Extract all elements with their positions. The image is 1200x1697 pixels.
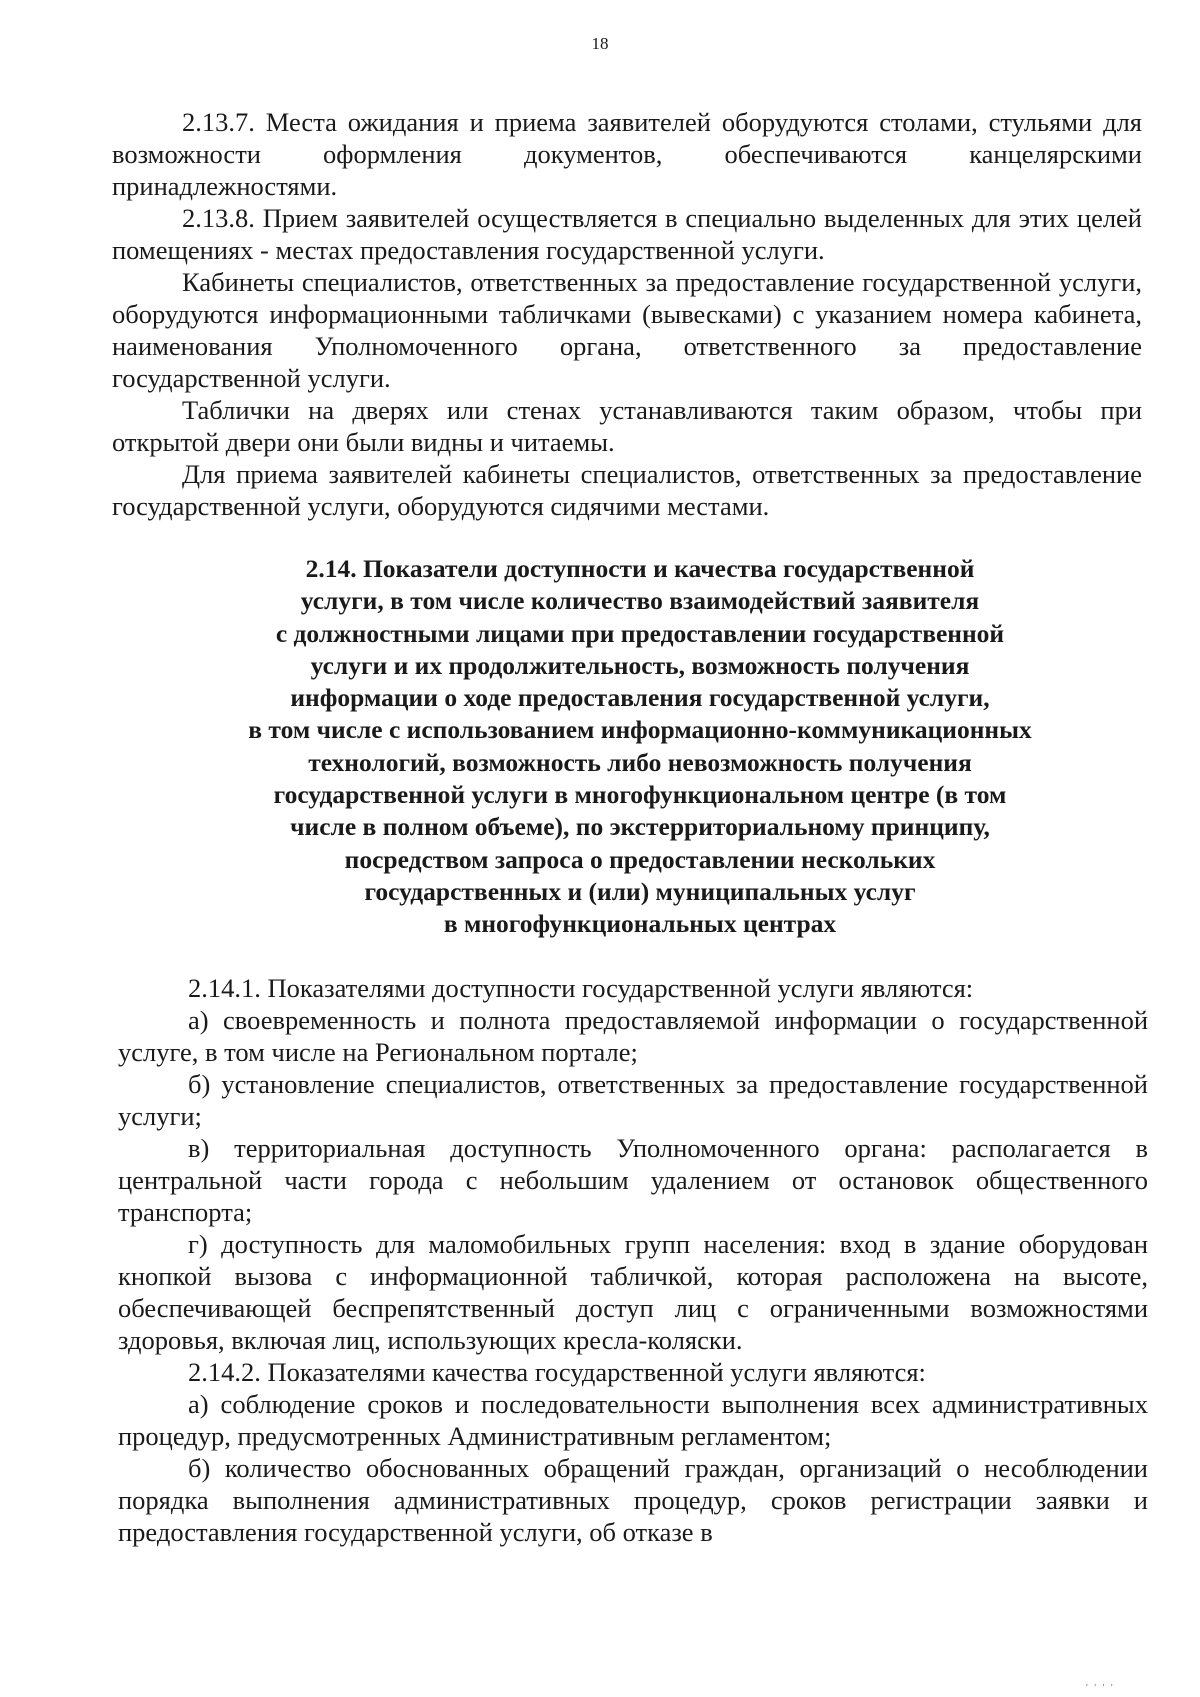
heading-line: технологий, возможность либо невозможность получения <box>308 747 972 777</box>
paragraph-cabinets: Кабинеты специалистов, ответственных за предоставление государственной услуги, оборудуются информационными табличками (вывесками) с указанием номера кабинета, наименования Уполномоченного органа, ответственного за предоставление государственной услуги. <box>112 267 1142 393</box>
heading-line: с должностными лицами при предоставлении государственной <box>275 618 1005 648</box>
list-item-b-complaints: б) количество обоснованных обращений граждан, организаций о несоблюдении порядка выполнения административных процедур, сроков регистрации заявки и предоставления государственной услуги, об отказе в <box>118 1453 1148 1547</box>
heading-line: услуги, в том числе количество взаимодействий заявителя <box>300 586 980 616</box>
list-item-b-specialists: б) установление специалистов, ответственных за предоставление государственной услуги; <box>118 1069 1148 1131</box>
heading-line: услуги и их продолжительность, возможность получения <box>310 650 970 680</box>
heading-line: числе в полном объеме), по экстерриториальному принципу, <box>290 812 990 842</box>
section-2-13-body <box>112 106 1142 522</box>
list-item-g-accessibility: г) доступность для маломобильных групп населения: вход в здание оборудован кнопкой вызова с информационной табличкой, которая расположена на высоте, обеспечивающей беспрепятственный доступ лиц с ограниченными возможностями здоровья, включая лиц, использующих кресла-коляски. <box>118 1229 1148 1355</box>
section-2-14-heading <box>160 553 1120 941</box>
list-item-a-timeliness: а) своевременность и полнота предоставляемой информации о государственной услуге, в том числе на Региональном портале; <box>118 1005 1148 1067</box>
heading-line: государственных и (или) муниципальных услуг <box>364 876 916 906</box>
heading-line: государственной услуги в многофункциональном центре (в том <box>273 780 1007 810</box>
list-item-a-deadlines: а) соблюдение сроков и последовательности выполнения всех административных процедур, предусмотренных Административным регламентом; <box>118 1389 1148 1451</box>
heading-line: в том числе с использованием информационно-коммуникационных <box>248 715 1032 745</box>
section-2-14-body <box>118 972 1148 1548</box>
paragraph-2-14-1: 2.14.1. Показателями доступности государственной услуги являются: <box>188 973 974 1003</box>
paragraph-2-13-7: 2.13.7. Места ожидания и приема заявителей оборудуются столами, стульями для возможности оформления документов, обеспечиваются канцелярскими принадлежностями. <box>112 107 1142 201</box>
paragraph-2-14-2: 2.14.2. Показателями качества государственной услуги являются: <box>188 1357 926 1387</box>
paragraph-2-13-8: 2.13.8. Прием заявителей осуществляется в специально выделенных для этих целей помещениях - местах предоставления государственной услуги. <box>112 203 1142 265</box>
scan-edge-marks: ' ' ' ' <box>1086 1683 1115 1694</box>
paragraph-seating: Для приема заявителей кабинеты специалистов, ответственных за предоставление государственной услуги, оборудуются сидячими местами. <box>112 459 1142 521</box>
heading-line: информации о ходе предоставления государственной услуги, <box>290 683 990 713</box>
heading-line: в многофункциональных центрах <box>443 909 837 939</box>
list-item-v-territorial: в) территориальная доступность Уполномоченного органа: располагается в центральной части города с небольшим удалением от остановок общественного транспорта; <box>118 1133 1148 1227</box>
heading-line: 2.14. Показатели доступности и качества государственной <box>305 554 975 583</box>
paragraph-door-signs: Таблички на дверях или стенах устанавливаются таким образом, чтобы при открытой двери они были видны и читаемы. <box>112 395 1142 457</box>
heading-line: посредством запроса о предоставлении нескольких <box>344 844 936 874</box>
page-number: 18 <box>591 34 609 53</box>
